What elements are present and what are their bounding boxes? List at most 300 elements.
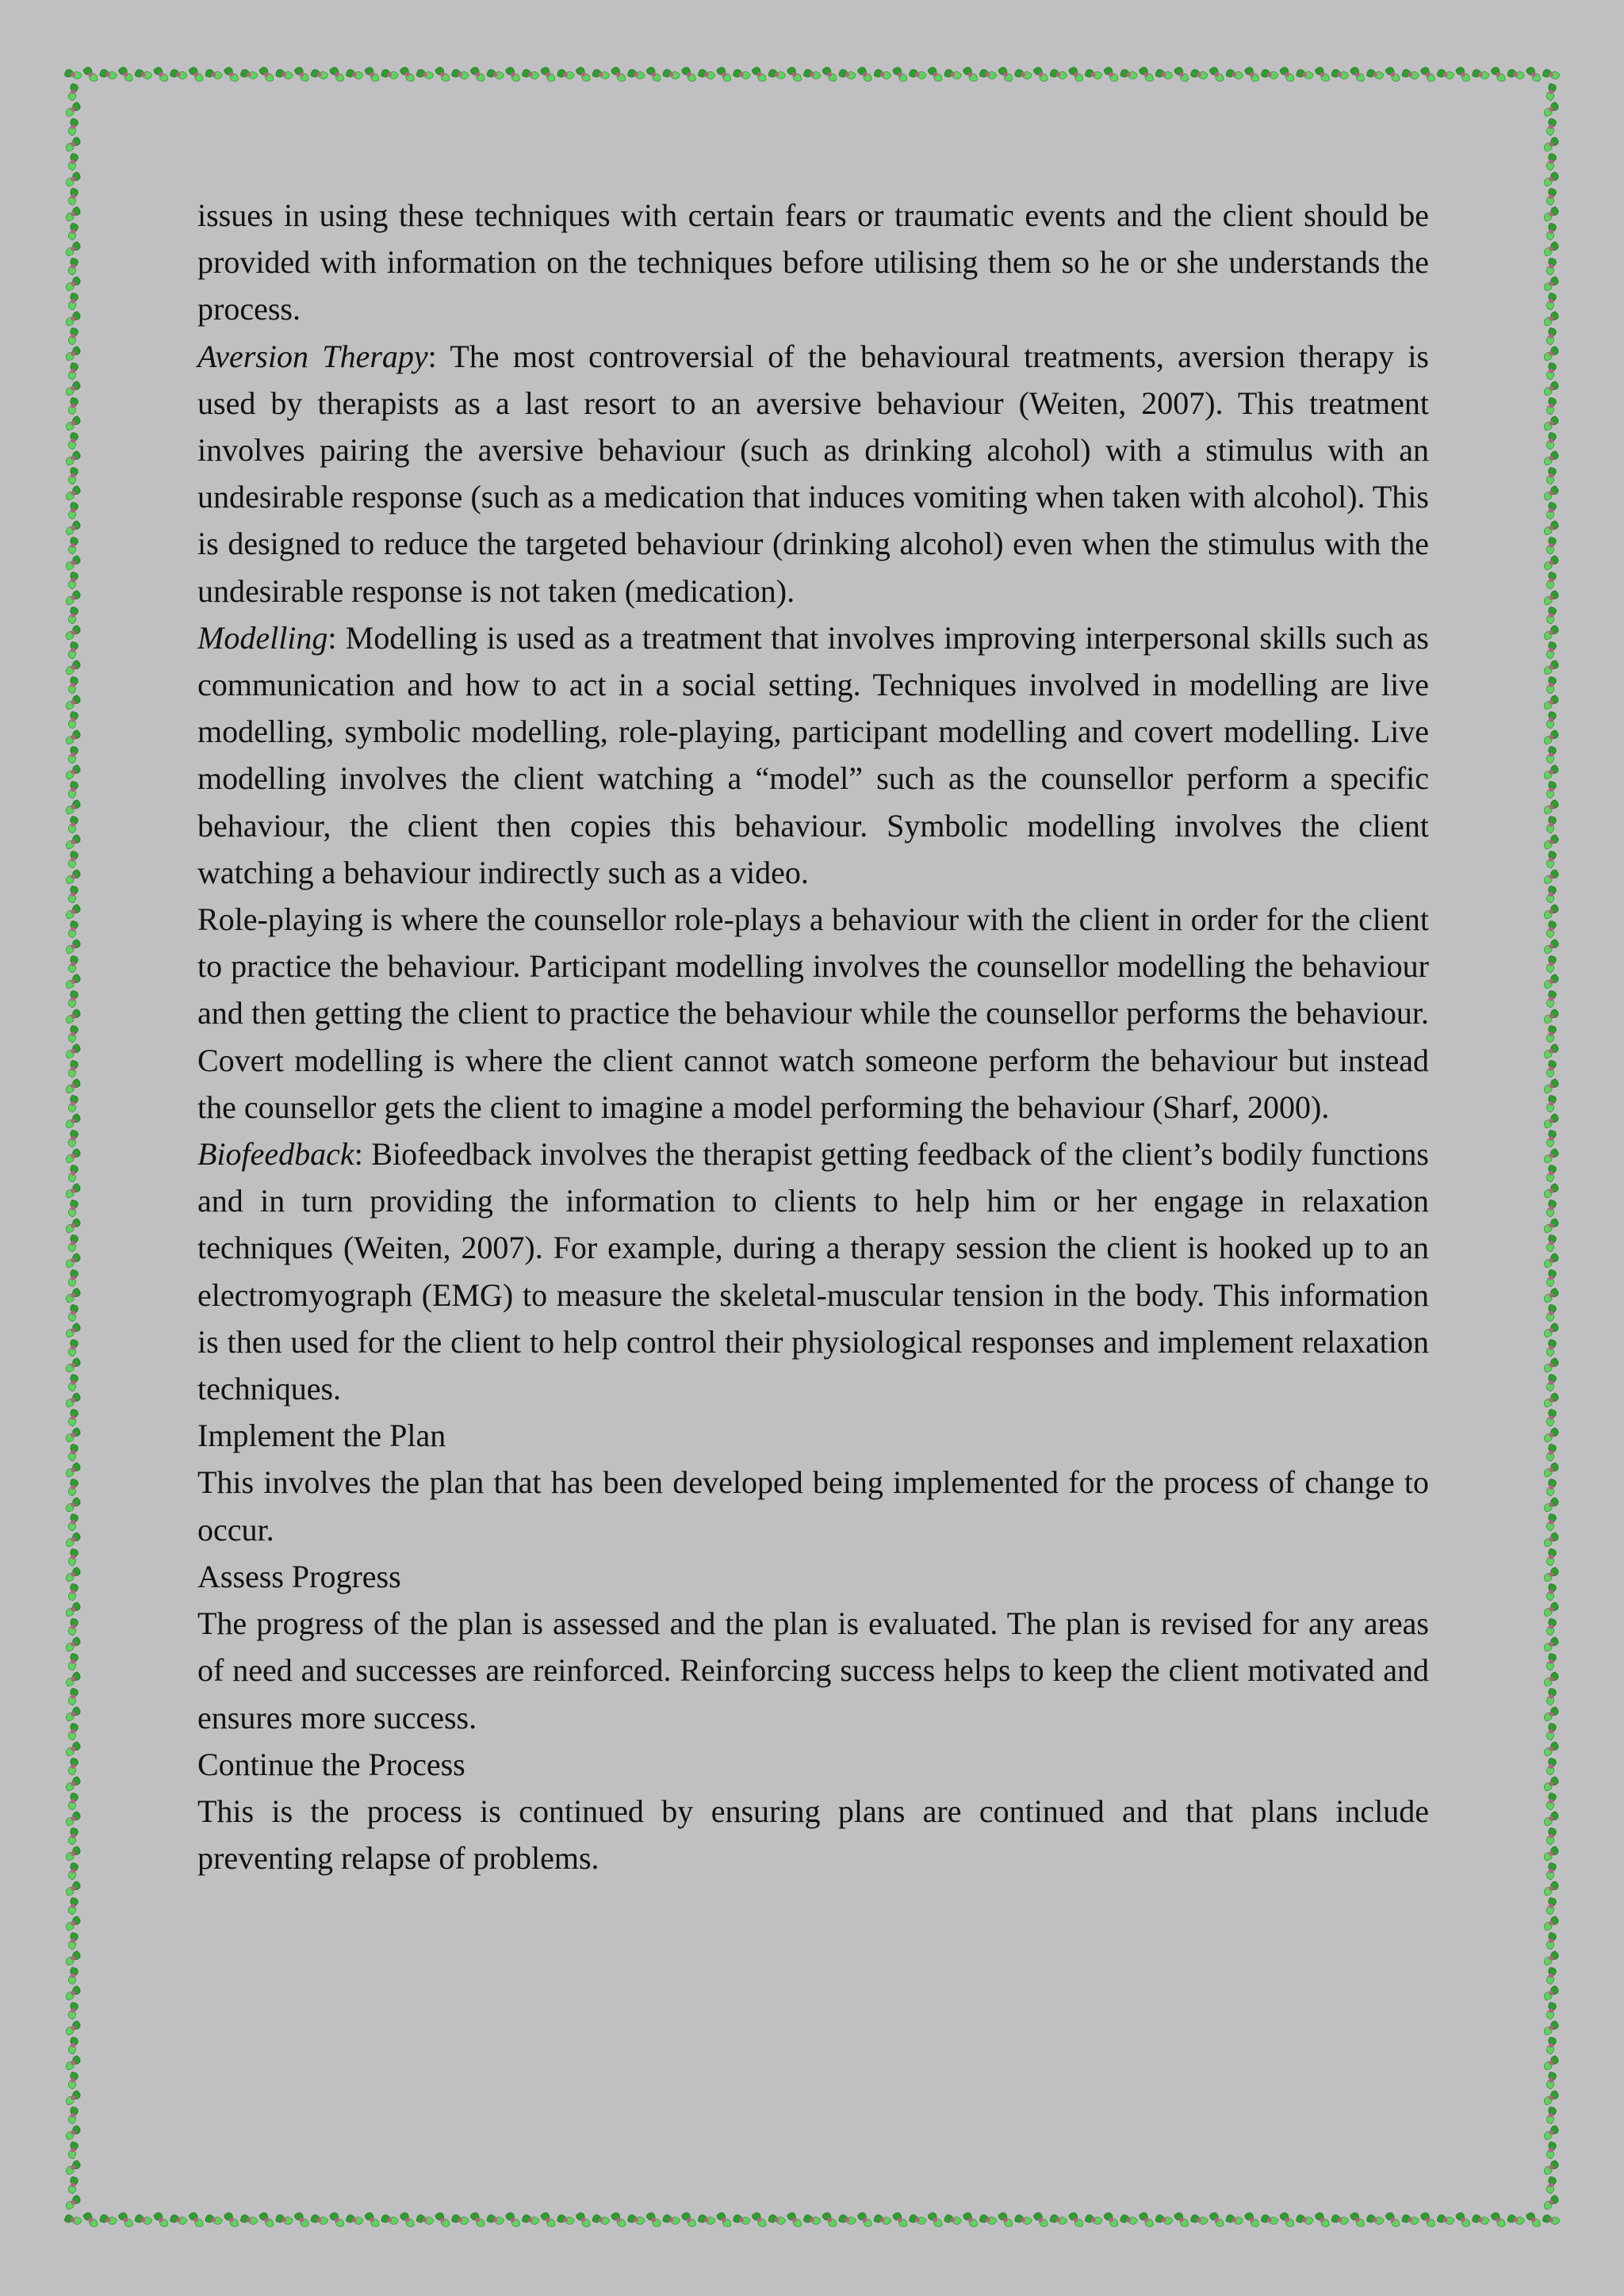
holly-leaf-icon <box>1312 66 1331 82</box>
holly-leaf-icon <box>169 66 188 82</box>
holly-leaf-icon <box>1543 1460 1560 1479</box>
holly-leaf-icon <box>1543 170 1560 189</box>
holly-leaf-icon <box>1543 780 1560 799</box>
holly-leaf-icon <box>169 2211 188 2228</box>
holly-leaf-icon <box>1543 1652 1560 1671</box>
holly-leaf-icon <box>1543 1478 1560 1497</box>
holly-leaf-icon <box>714 66 733 82</box>
holly-leaf-icon <box>1189 66 1208 82</box>
holly-leaf-icon <box>1172 66 1191 82</box>
holly-leaf-icon <box>65 82 82 101</box>
holly-leaf-icon <box>65 1094 82 1113</box>
holly-leaf-icon <box>1543 257 1560 276</box>
holly-leaf-icon <box>65 588 82 607</box>
holly-leaf-icon <box>1101 2211 1120 2228</box>
holly-leaf-icon <box>925 2211 944 2228</box>
holly-leaf-icon <box>98 66 117 82</box>
holly-leaf-icon <box>1543 972 1560 991</box>
holly-leaf-icon <box>1543 745 1560 764</box>
holly-leaf-icon <box>1119 2211 1138 2228</box>
holly-leaf-icon <box>1543 1530 1560 1549</box>
holly-leaf-icon <box>591 2211 610 2228</box>
holly-leaf-icon <box>609 2211 628 2228</box>
holly-leaf-icon <box>1543 1949 1560 1968</box>
holly-leaf-icon <box>65 955 82 974</box>
holly-leaf-icon <box>1543 1879 1560 1898</box>
holly-leaf-icon <box>732 66 751 82</box>
holly-leaf-icon <box>1543 2158 1560 2177</box>
holly-leaf-icon <box>65 2036 82 2055</box>
holly-leaf-icon <box>65 2053 82 2072</box>
holly-leaf-icon <box>1543 1670 1560 1689</box>
holly-leaf-icon <box>802 2211 822 2228</box>
holly-leaf-icon <box>468 66 487 82</box>
holly-leaf-icon <box>380 2211 399 2228</box>
holly-leaf-icon <box>1243 66 1262 82</box>
border-top <box>63 66 1561 82</box>
holly-leaf-icon <box>1543 239 1560 258</box>
paragraph-aversion-therapy: Aversion Therapy: The most controversial of the behavioural treatments, aversion therapy is used by therapists as a last resort to an aversive behaviour (Weiten, 2007). This treatment involves pairing the aversive behaviour (such as drinking alcohol) with a stimulus with an undesirable response (such as a medication that induces vomiting when taken with alcohol). This is designed to reduce the targeted behaviour (drinking alcohol) even when the stimulus with the undesirable response is not taken (medication). <box>197 338 1429 609</box>
holly-leaf-icon <box>65 396 82 415</box>
holly-leaf-icon <box>1543 274 1560 293</box>
holly-leaf-icon <box>65 1687 82 1706</box>
holly-leaf-icon <box>1084 2211 1103 2228</box>
holly-leaf-icon <box>961 66 980 82</box>
holly-leaf-icon <box>81 66 100 82</box>
holly-leaf-icon <box>65 484 82 503</box>
holly-leaf-icon <box>362 2211 381 2228</box>
holly-leaf-icon <box>1543 187 1560 206</box>
border-right <box>1543 82 1560 2213</box>
holly-leaf-icon <box>856 2211 875 2228</box>
holly-leaf-icon <box>65 379 82 398</box>
holly-leaf-icon <box>1543 431 1560 450</box>
holly-leaf-icon <box>1543 1443 1560 1462</box>
holly-leaf-icon <box>65 571 82 590</box>
holly-leaf-icon <box>65 1739 82 1758</box>
holly-leaf-icon <box>504 66 523 82</box>
holly-leaf-icon <box>573 66 592 82</box>
holly-leaf-icon <box>1419 2211 1438 2228</box>
holly-leaf-icon <box>1471 66 1490 82</box>
term-aversion-therapy: Aversion Therapy <box>197 338 428 374</box>
holly-leaf-icon <box>65 1077 82 1096</box>
holly-leaf-icon <box>65 2106 82 2125</box>
holly-leaf-icon <box>1543 937 1560 956</box>
holly-leaf-icon <box>1048 2211 1067 2228</box>
holly-leaf-icon <box>1137 2211 1156 2228</box>
holly-leaf-icon <box>1543 728 1560 747</box>
holly-leaf-icon <box>1543 1373 1560 1392</box>
holly-leaf-icon <box>65 100 82 119</box>
holly-leaf-icon <box>65 2175 82 2195</box>
holly-leaf-icon <box>65 187 82 206</box>
holly-leaf-icon <box>1543 100 1560 119</box>
holly-leaf-icon <box>891 2211 910 2228</box>
holly-leaf-icon <box>65 1774 82 1793</box>
holly-leaf-icon <box>1543 1356 1560 1375</box>
holly-leaf-icon <box>591 66 610 82</box>
holly-leaf-icon <box>1543 519 1560 538</box>
holly-leaf-icon <box>65 239 82 258</box>
holly-leaf-icon <box>1543 2053 1560 2072</box>
holly-leaf-icon <box>65 152 82 171</box>
holly-leaf-icon <box>362 66 381 82</box>
holly-leaf-icon <box>65 431 82 450</box>
holly-leaf-icon <box>65 1356 82 1375</box>
holly-leaf-icon <box>1543 989 1560 1008</box>
holly-leaf-icon <box>1543 1617 1560 1636</box>
holly-leaf-icon <box>1543 1548 1560 1567</box>
holly-leaf-icon <box>1543 2106 1560 2125</box>
holly-leaf-icon <box>1383 2211 1402 2228</box>
holly-leaf-icon <box>1543 1094 1560 1113</box>
holly-leaf-icon <box>65 658 82 677</box>
holly-leaf-icon <box>1543 152 1560 171</box>
holly-leaf-icon <box>1543 1146 1560 1165</box>
holly-leaf-icon <box>873 66 892 82</box>
holly-leaf-icon <box>65 832 82 851</box>
holly-leaf-icon <box>1436 2211 1455 2228</box>
holly-leaf-icon <box>1543 484 1560 503</box>
holly-leaf-icon <box>1543 1582 1560 1601</box>
holly-leaf-icon <box>65 902 82 921</box>
holly-leaf-icon <box>1543 920 1560 939</box>
holly-leaf-icon <box>65 623 82 642</box>
holly-leaf-icon <box>1189 2211 1208 2228</box>
holly-leaf-icon <box>1543 832 1560 851</box>
holly-leaf-icon <box>1031 2211 1050 2228</box>
holly-leaf-icon <box>680 2211 699 2228</box>
holly-leaf-icon <box>680 66 699 82</box>
holly-leaf-icon <box>345 66 364 82</box>
holly-leaf-icon <box>943 2211 962 2228</box>
holly-leaf-icon <box>1542 2211 1561 2228</box>
holly-leaf-icon <box>1543 1687 1560 1706</box>
holly-leaf-icon <box>1543 82 1560 101</box>
holly-leaf-icon <box>186 2211 205 2228</box>
holly-leaf-icon <box>65 989 82 1008</box>
holly-leaf-icon <box>1488 66 1507 82</box>
holly-leaf-icon <box>65 1565 82 1584</box>
holly-leaf-icon <box>65 2193 82 2212</box>
holly-leaf-icon <box>1543 1722 1560 1741</box>
holly-leaf-icon <box>1543 867 1560 886</box>
holly-leaf-icon <box>1543 414 1560 433</box>
holly-leaf-icon <box>538 66 557 82</box>
holly-leaf-icon <box>1543 675 1560 695</box>
holly-leaf-icon <box>1543 1513 1560 1532</box>
holly-leaf-icon <box>1067 66 1086 82</box>
holly-leaf-icon <box>63 66 82 82</box>
holly-leaf-icon <box>1543 902 1560 921</box>
holly-leaf-icon <box>1542 66 1561 82</box>
holly-leaf-icon <box>450 2211 469 2228</box>
holly-leaf-icon <box>65 1827 82 1846</box>
holly-leaf-icon <box>1471 2211 1490 2228</box>
holly-leaf-icon <box>65 1007 82 1026</box>
holly-leaf-icon <box>65 1425 82 1445</box>
holly-leaf-icon <box>65 815 82 834</box>
holly-leaf-icon <box>1543 536 1560 555</box>
holly-leaf-icon <box>1543 1635 1560 1654</box>
holly-leaf-icon <box>573 2211 592 2228</box>
holly-leaf-icon <box>65 536 82 555</box>
holly-leaf-icon <box>1543 1809 1560 1828</box>
holly-leaf-icon <box>1260 2211 1279 2228</box>
holly-leaf-icon <box>1543 1984 1560 2003</box>
holly-leaf-icon <box>1543 1181 1560 1200</box>
holly-leaf-icon <box>1172 2211 1191 2228</box>
holly-leaf-icon <box>1543 1059 1560 1078</box>
holly-leaf-icon <box>1543 2001 1560 2020</box>
holly-leaf-icon <box>1348 66 1367 82</box>
holly-leaf-icon <box>257 2211 276 2228</box>
holly-leaf-icon <box>65 1792 82 1811</box>
holly-leaf-icon <box>65 675 82 695</box>
holly-leaf-icon <box>81 2211 100 2228</box>
holly-leaf-icon <box>996 66 1015 82</box>
holly-leaf-icon <box>943 66 962 82</box>
holly-leaf-icon <box>767 2211 786 2228</box>
holly-leaf-icon <box>1260 66 1279 82</box>
holly-leaf-icon <box>65 1234 82 1253</box>
holly-leaf-icon <box>1224 2211 1243 2228</box>
holly-leaf-icon <box>65 257 82 276</box>
holly-leaf-icon <box>65 1391 82 1410</box>
holly-leaf-icon <box>65 1216 82 1235</box>
holly-leaf-icon <box>65 1321 82 1340</box>
holly-leaf-icon <box>309 2211 328 2228</box>
holly-leaf-icon <box>732 2211 751 2228</box>
holly-leaf-icon <box>65 274 82 293</box>
holly-leaf-icon <box>239 66 259 82</box>
term-modelling: Modelling <box>197 619 328 656</box>
holly-leaf-icon <box>1524 2211 1543 2228</box>
holly-leaf-icon <box>1543 1565 1560 1584</box>
holly-leaf-icon <box>65 1652 82 1671</box>
holly-leaf-icon <box>1543 1338 1560 1357</box>
holly-leaf-icon <box>1295 66 1314 82</box>
holly-leaf-icon <box>1436 66 1455 82</box>
holly-leaf-icon <box>521 2211 540 2228</box>
holly-leaf-icon <box>65 1600 82 1619</box>
holly-leaf-icon <box>65 1984 82 2003</box>
holly-leaf-icon <box>327 2211 347 2228</box>
holly-leaf-icon <box>65 2071 82 2090</box>
holly-leaf-icon <box>1543 693 1560 712</box>
holly-leaf-icon <box>65 501 82 520</box>
holly-leaf-icon <box>1543 2019 1560 2038</box>
holly-leaf-icon <box>1543 1896 1560 1915</box>
holly-leaf-icon <box>979 2211 998 2228</box>
holly-leaf-icon <box>204 2211 223 2228</box>
holly-leaf-icon <box>239 2211 259 2228</box>
holly-leaf-icon <box>65 937 82 956</box>
document-body <box>197 192 1429 1881</box>
holly-leaf-icon <box>65 135 82 154</box>
holly-leaf-icon <box>186 66 205 82</box>
holly-leaf-icon <box>151 66 170 82</box>
holly-leaf-icon <box>1155 66 1174 82</box>
holly-leaf-icon <box>1067 2211 1086 2228</box>
holly-leaf-icon <box>1155 2211 1174 2228</box>
holly-leaf-icon <box>1506 66 1525 82</box>
holly-leaf-icon <box>65 1931 82 1950</box>
holly-leaf-icon <box>65 1809 82 1828</box>
holly-leaf-icon <box>1543 135 1560 154</box>
holly-leaf-icon <box>1543 379 1560 398</box>
holly-leaf-icon <box>1348 2211 1367 2228</box>
holly-leaf-icon <box>65 1635 82 1654</box>
holly-leaf-icon <box>65 1478 82 1497</box>
holly-leaf-icon <box>1543 1024 1560 1043</box>
holly-leaf-icon <box>433 2211 452 2228</box>
holly-leaf-icon <box>1543 396 1560 415</box>
holly-leaf-icon <box>837 2211 856 2228</box>
holly-leaf-icon <box>416 2211 435 2228</box>
holly-leaf-icon <box>65 780 82 799</box>
holly-leaf-icon <box>1400 66 1419 82</box>
holly-leaf-icon <box>1543 222 1560 241</box>
holly-leaf-icon <box>1543 1408 1560 1427</box>
holly-leaf-icon <box>1543 1425 1560 1445</box>
border-left <box>65 82 82 2213</box>
holly-leaf-icon <box>65 2088 82 2107</box>
holly-leaf-icon <box>65 362 82 381</box>
holly-leaf-icon <box>65 798 82 817</box>
holly-leaf-icon <box>65 117 82 136</box>
holly-leaf-icon <box>65 1460 82 1479</box>
holly-leaf-icon <box>1543 2088 1560 2107</box>
holly-leaf-icon <box>1543 449 1560 468</box>
term-biofeedback: Biofeedback <box>197 1136 354 1173</box>
holly-leaf-icon <box>1543 1966 1560 1985</box>
holly-leaf-icon <box>1013 66 1032 82</box>
holly-leaf-icon <box>1543 1914 1560 1933</box>
holly-leaf-icon <box>1543 1757 1560 1776</box>
holly-leaf-icon <box>65 1705 82 1724</box>
holly-leaf-icon <box>1543 1391 1560 1410</box>
holly-leaf-icon <box>65 693 82 712</box>
holly-leaf-icon <box>65 728 82 747</box>
holly-leaf-icon <box>65 641 82 660</box>
holly-leaf-icon <box>380 66 399 82</box>
holly-leaf-icon <box>1543 658 1560 677</box>
holly-leaf-icon <box>65 1059 82 1078</box>
holly-leaf-icon <box>1543 2123 1560 2142</box>
holly-leaf-icon <box>65 2019 82 2038</box>
section-heading-implement-plan: Implement the Plan <box>197 1418 446 1454</box>
holly-leaf-icon <box>398 66 417 82</box>
holly-leaf-icon <box>65 1722 82 1741</box>
holly-leaf-icon <box>65 1286 82 1305</box>
holly-leaf-icon <box>65 1548 82 1567</box>
holly-leaf-icon <box>65 850 82 869</box>
holly-leaf-icon <box>908 2211 927 2228</box>
holly-leaf-icon <box>1543 1827 1560 1846</box>
holly-leaf-icon <box>65 710 82 729</box>
holly-leaf-icon <box>222 66 241 82</box>
holly-leaf-icon <box>1543 850 1560 869</box>
holly-leaf-icon <box>65 1617 82 1636</box>
holly-leaf-icon <box>1488 2211 1507 2228</box>
holly-leaf-icon <box>327 66 347 82</box>
holly-leaf-icon <box>65 606 82 625</box>
holly-leaf-icon <box>908 66 927 82</box>
holly-leaf-icon <box>1277 66 1297 82</box>
paragraph-role-playing: Role-playing is where the counsellor role-plays a behaviour with the client in order for the client to practice the behaviour. Participant modelling involves the counsellor modelling the behaviour and then getting the client to practice the behaviour while the counsellor performs the behaviour. Covert modelling is where the client cannot watch someone perform the behaviour but instead the counsellor gets the client to imagine a model performing the behaviour (Sharf, 2000). <box>197 901 1429 1125</box>
holly-leaf-icon <box>1243 2211 1262 2228</box>
holly-leaf-icon <box>485 2211 504 2228</box>
holly-leaf-icon <box>1207 2211 1226 2228</box>
holly-leaf-icon <box>1543 2141 1560 2160</box>
holly-leaf-icon <box>1543 1269 1560 1288</box>
holly-leaf-icon <box>65 1495 82 1514</box>
holly-leaf-icon <box>345 2211 364 2228</box>
holly-leaf-icon <box>416 66 435 82</box>
holly-leaf-icon <box>65 449 82 468</box>
holly-leaf-icon <box>1048 66 1067 82</box>
border-bottom <box>63 2211 1561 2228</box>
holly-leaf-icon <box>1084 66 1103 82</box>
holly-leaf-icon <box>433 66 452 82</box>
holly-leaf-icon <box>1543 1844 1560 1863</box>
holly-leaf-icon <box>1543 1077 1560 1096</box>
holly-leaf-icon <box>65 466 82 485</box>
holly-leaf-icon <box>697 66 716 82</box>
holly-leaf-icon <box>65 1373 82 1392</box>
holly-leaf-icon <box>65 1269 82 1288</box>
holly-leaf-icon <box>1543 553 1560 572</box>
holly-leaf-icon <box>1543 466 1560 485</box>
holly-leaf-icon <box>274 66 293 82</box>
holly-leaf-icon <box>65 1129 82 1148</box>
holly-leaf-icon <box>1543 292 1560 311</box>
holly-leaf-icon <box>1543 1321 1560 1340</box>
holly-leaf-icon <box>1543 606 1560 625</box>
holly-leaf-icon <box>785 66 804 82</box>
paragraph-biofeedback: Biofeedback: Biofeedback involves the therapist getting feedback of the client’s bodily functions and in turn providing the information to clients to help him or her engage in relaxation techniques (Weiten, 2007). For example, during a therapy session the client is hooked up to an electromyograph (EMG) to measure the skeletal-muscular tension in the body. This information is then used for the client to help control their physiological responses and implement relaxation techniques. <box>197 1136 1429 1407</box>
holly-leaf-icon <box>1543 2175 1560 2195</box>
holly-leaf-icon <box>1224 66 1243 82</box>
holly-leaf-icon <box>891 66 910 82</box>
holly-leaf-icon <box>65 1024 82 1043</box>
holly-leaf-icon <box>65 519 82 538</box>
holly-leaf-icon <box>1543 309 1560 328</box>
holly-leaf-icon <box>820 66 839 82</box>
paragraph-intro: issues in using these techniques with certain fears or traumatic events and the client should be provided with information on the techniques before utilising them so he or she understands the process. <box>197 197 1429 327</box>
holly-leaf-icon <box>1543 588 1560 607</box>
holly-leaf-icon <box>1506 2211 1525 2228</box>
section-body-continue-process: This is the process is continued by ensuring plans are continued and that plans include preventing relapse of problems. <box>197 1793 1429 1877</box>
holly-leaf-icon <box>65 1338 82 1357</box>
holly-leaf-icon <box>65 1251 82 1270</box>
holly-leaf-icon <box>1543 1007 1560 1026</box>
holly-leaf-icon <box>1543 1792 1560 1811</box>
holly-leaf-icon <box>65 1408 82 1427</box>
holly-leaf-icon <box>1543 1931 1560 1950</box>
holly-leaf-icon <box>820 2211 839 2228</box>
holly-leaf-icon <box>398 2211 417 2228</box>
holly-leaf-icon <box>65 1443 82 1462</box>
section-body-implement-plan: This involves the plan that has been developed being implemented for the process of change to occur. <box>197 1464 1429 1548</box>
holly-leaf-icon <box>1330 2211 1349 2228</box>
holly-leaf-icon <box>222 2211 241 2228</box>
section-heading-continue-process: Continue the Process <box>197 1746 465 1782</box>
holly-leaf-icon <box>1013 2211 1032 2228</box>
holly-leaf-icon <box>1543 2071 1560 2090</box>
